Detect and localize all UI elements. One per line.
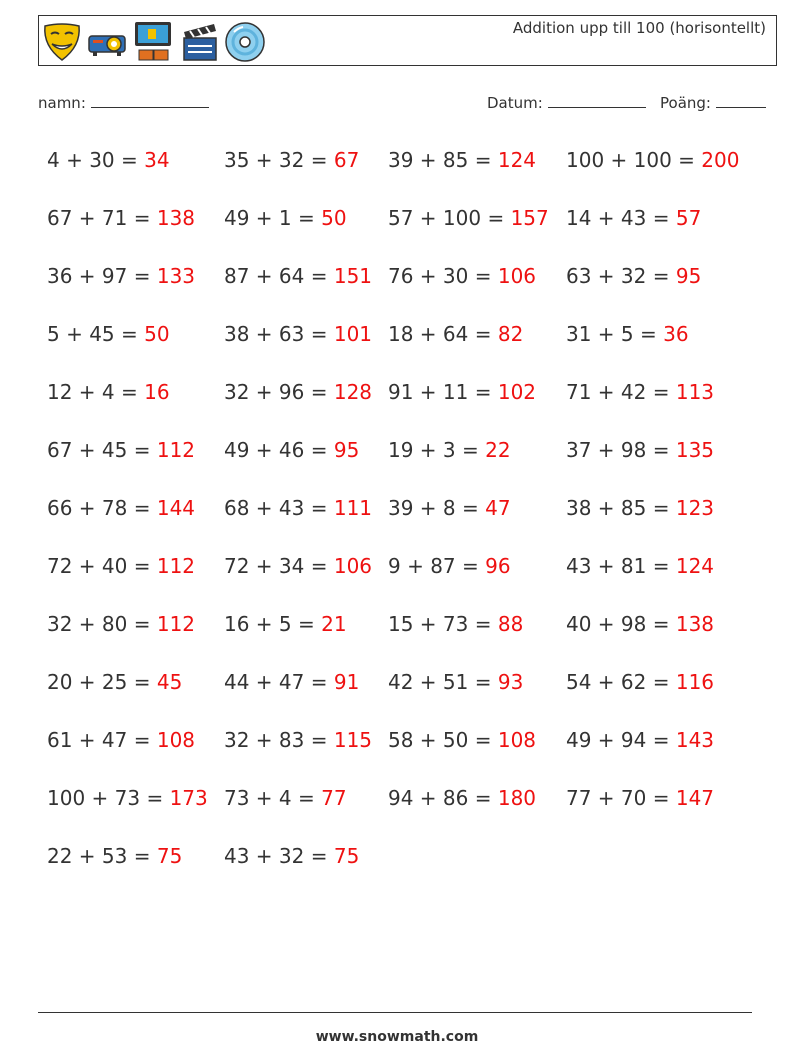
problem-answer: 200 — [701, 148, 740, 172]
problem-answer: 75 — [156, 844, 183, 868]
score-line — [716, 93, 766, 108]
problem-question: 4 + 30 = — [47, 148, 145, 172]
problem-answer: 124 — [497, 148, 537, 172]
problem-answer: 112 — [156, 554, 196, 578]
problem-item — [388, 496, 511, 520]
problem-question: 44 + 47 = — [224, 670, 334, 694]
problem-answer: 50 — [321, 206, 347, 230]
problem-item — [47, 612, 195, 636]
problem-answer: 95 — [333, 438, 360, 462]
problem-item — [566, 728, 714, 752]
problem-question: 14 + 43 = — [566, 206, 676, 230]
problem-answer: 108 — [497, 728, 537, 752]
problem-answer: 21 — [321, 612, 347, 636]
problem-item — [47, 844, 182, 868]
problem-answer: 16 — [144, 380, 170, 404]
problem-item — [47, 670, 182, 694]
problem-answer: 75 — [333, 844, 360, 868]
problem-question: 71 + 42 = — [566, 380, 676, 404]
tv-blocks-icon — [133, 20, 175, 64]
problem-answer: 111 — [333, 496, 373, 520]
problem-answer: 133 — [156, 264, 196, 288]
problem-item — [388, 438, 511, 462]
date-label: Datum: — [487, 94, 543, 112]
score-label: Poäng: — [660, 94, 711, 112]
problem-question: 16 + 5 = — [224, 612, 322, 636]
problem-answer: 91 — [333, 670, 360, 694]
problem-item — [224, 206, 347, 230]
problem-item — [224, 728, 372, 752]
problem-question: 35 + 32 = — [224, 148, 334, 172]
problem-answer: 95 — [675, 264, 702, 288]
problem-answer: 22 — [485, 438, 511, 462]
problem-item — [388, 206, 549, 230]
problem-item — [388, 612, 523, 636]
problem-answer: 96 — [485, 554, 511, 578]
problem-item — [388, 670, 523, 694]
problem-answer: 67 — [333, 148, 360, 172]
problem-question: 67 + 71 = — [47, 206, 157, 230]
problem-item — [388, 728, 536, 752]
problem-question: 40 + 98 = — [566, 612, 676, 636]
problem-item — [224, 844, 359, 868]
problem-item — [566, 380, 714, 404]
problem-question: 31 + 5 = — [566, 322, 664, 346]
problem-question: 49 + 1 = — [224, 206, 322, 230]
problem-item — [47, 206, 195, 230]
problem-question: 63 + 32 = — [566, 264, 676, 288]
problem-answer: 143 — [675, 728, 715, 752]
problem-question: 43 + 81 = — [566, 554, 676, 578]
problem-item — [47, 322, 170, 346]
problem-item — [224, 264, 372, 288]
problem-item — [224, 554, 372, 578]
problem-answer: 113 — [675, 380, 715, 404]
problem-answer: 88 — [497, 612, 524, 636]
problem-answer: 106 — [497, 264, 537, 288]
problem-question: 36 + 97 = — [47, 264, 157, 288]
problem-item — [224, 786, 347, 810]
problem-question: 42 + 51 = — [388, 670, 498, 694]
problem-question: 66 + 78 = — [47, 496, 157, 520]
problem-item — [224, 612, 347, 636]
problem-item — [47, 786, 208, 810]
problem-question: 32 + 96 = — [224, 380, 334, 404]
problem-answer: 151 — [333, 264, 373, 288]
problem-question: 39 + 8 = — [388, 496, 486, 520]
problem-answer: 123 — [675, 496, 715, 520]
problem-item — [47, 438, 195, 462]
problem-item — [47, 148, 170, 172]
problem-answer: 112 — [156, 612, 196, 636]
problem-item — [47, 380, 170, 404]
problem-question: 20 + 25 = — [47, 670, 157, 694]
problem-question: 72 + 34 = — [224, 554, 334, 578]
date-field — [487, 93, 646, 112]
problem-item — [224, 148, 359, 172]
problem-question: 32 + 83 = — [224, 728, 334, 752]
problem-item — [566, 670, 714, 694]
name-field — [38, 93, 209, 112]
problem-answer: 45 — [156, 670, 183, 694]
problem-question: 67 + 45 = — [47, 438, 157, 462]
problem-question: 9 + 87 = — [388, 554, 486, 578]
problem-item — [224, 670, 359, 694]
problem-question: 18 + 64 = — [388, 322, 498, 346]
problem-answer: 173 — [169, 786, 208, 810]
problem-item — [47, 728, 195, 752]
problem-question: 5 + 45 = — [47, 322, 145, 346]
problem-item — [224, 496, 372, 520]
problem-item — [566, 148, 739, 172]
problem-question: 77 + 70 = — [566, 786, 676, 810]
score-field — [660, 93, 766, 112]
problem-question: 49 + 46 = — [224, 438, 334, 462]
problem-question: 49 + 94 = — [566, 728, 676, 752]
problem-question: 22 + 53 = — [47, 844, 157, 868]
problem-answer: 36 — [663, 322, 689, 346]
problem-answer: 93 — [497, 670, 524, 694]
problem-item — [224, 438, 359, 462]
problem-answer: 124 — [675, 554, 715, 578]
problem-answer: 106 — [333, 554, 373, 578]
problem-question: 100 + 73 = — [47, 786, 170, 810]
problem-answer: 47 — [485, 496, 511, 520]
problem-question: 76 + 30 = — [388, 264, 498, 288]
problem-question: 15 + 73 = — [388, 612, 498, 636]
problem-answer: 147 — [675, 786, 715, 810]
problem-question: 87 + 64 = — [224, 264, 334, 288]
problem-answer: 82 — [497, 322, 524, 346]
problem-answer: 57 — [675, 206, 702, 230]
problem-question: 12 + 4 = — [47, 380, 145, 404]
problem-question: 57 + 100 = — [388, 206, 511, 230]
problem-answer: 116 — [675, 670, 715, 694]
problem-item — [47, 496, 195, 520]
problem-item — [566, 612, 714, 636]
problem-item — [566, 786, 714, 810]
problem-item — [388, 554, 511, 578]
problem-question: 38 + 63 = — [224, 322, 334, 346]
problem-answer: 102 — [497, 380, 537, 404]
problem-answer: 115 — [333, 728, 373, 752]
problem-answer: 157 — [510, 206, 549, 230]
problem-question: 38 + 85 = — [566, 496, 676, 520]
problem-answer: 101 — [333, 322, 373, 346]
problem-answer: 112 — [156, 438, 196, 462]
problem-answer: 77 — [321, 786, 347, 810]
footer-divider — [38, 1012, 752, 1013]
problem-item — [566, 206, 701, 230]
problem-answer: 50 — [144, 322, 170, 346]
problem-answer: 180 — [497, 786, 537, 810]
problem-answer: 138 — [156, 206, 196, 230]
cd-disc-icon — [224, 20, 266, 64]
projector-icon — [86, 20, 128, 64]
clapperboard-icon — [180, 20, 222, 64]
problem-item — [224, 380, 372, 404]
problem-question: 58 + 50 = — [388, 728, 498, 752]
name-label: namn: — [38, 94, 86, 112]
problem-item — [388, 380, 536, 404]
problem-question: 91 + 11 = — [388, 380, 498, 404]
problem-item — [566, 496, 714, 520]
problem-question: 61 + 47 = — [47, 728, 157, 752]
problem-item — [388, 264, 536, 288]
theater-mask-icon — [41, 20, 83, 64]
footer-site: www.snowmath.com — [315, 1029, 479, 1045]
problem-item — [566, 322, 689, 346]
problem-item — [388, 322, 523, 346]
problem-question: 43 + 32 = — [224, 844, 334, 868]
date-line — [548, 93, 646, 108]
problem-question: 39 + 85 = — [388, 148, 498, 172]
worksheet-header — [38, 15, 777, 66]
problem-item — [224, 322, 372, 346]
problem-item — [47, 264, 195, 288]
problem-answer: 34 — [144, 148, 170, 172]
problem-item — [47, 554, 195, 578]
problem-item — [566, 438, 714, 462]
worksheet-title: Addition upp till 100 (horisontellt) — [512, 19, 766, 37]
problem-answer: 138 — [675, 612, 715, 636]
problem-question: 54 + 62 = — [566, 670, 676, 694]
problem-question: 72 + 40 = — [47, 554, 157, 578]
problem-question: 32 + 80 = — [47, 612, 157, 636]
problem-question: 73 + 4 = — [224, 786, 322, 810]
problem-answer: 144 — [156, 496, 196, 520]
problem-item — [388, 786, 536, 810]
problem-question: 94 + 86 = — [388, 786, 498, 810]
problem-answer: 108 — [156, 728, 196, 752]
problem-question: 100 + 100 = — [566, 148, 702, 172]
problem-question: 37 + 98 = — [566, 438, 676, 462]
problem-question: 19 + 3 = — [388, 438, 486, 462]
problem-item — [566, 264, 701, 288]
problem-answer: 135 — [675, 438, 715, 462]
problem-item — [566, 554, 714, 578]
name-line — [91, 93, 209, 108]
problem-item — [388, 148, 536, 172]
problem-answer: 128 — [333, 380, 373, 404]
problem-question: 68 + 43 = — [224, 496, 334, 520]
